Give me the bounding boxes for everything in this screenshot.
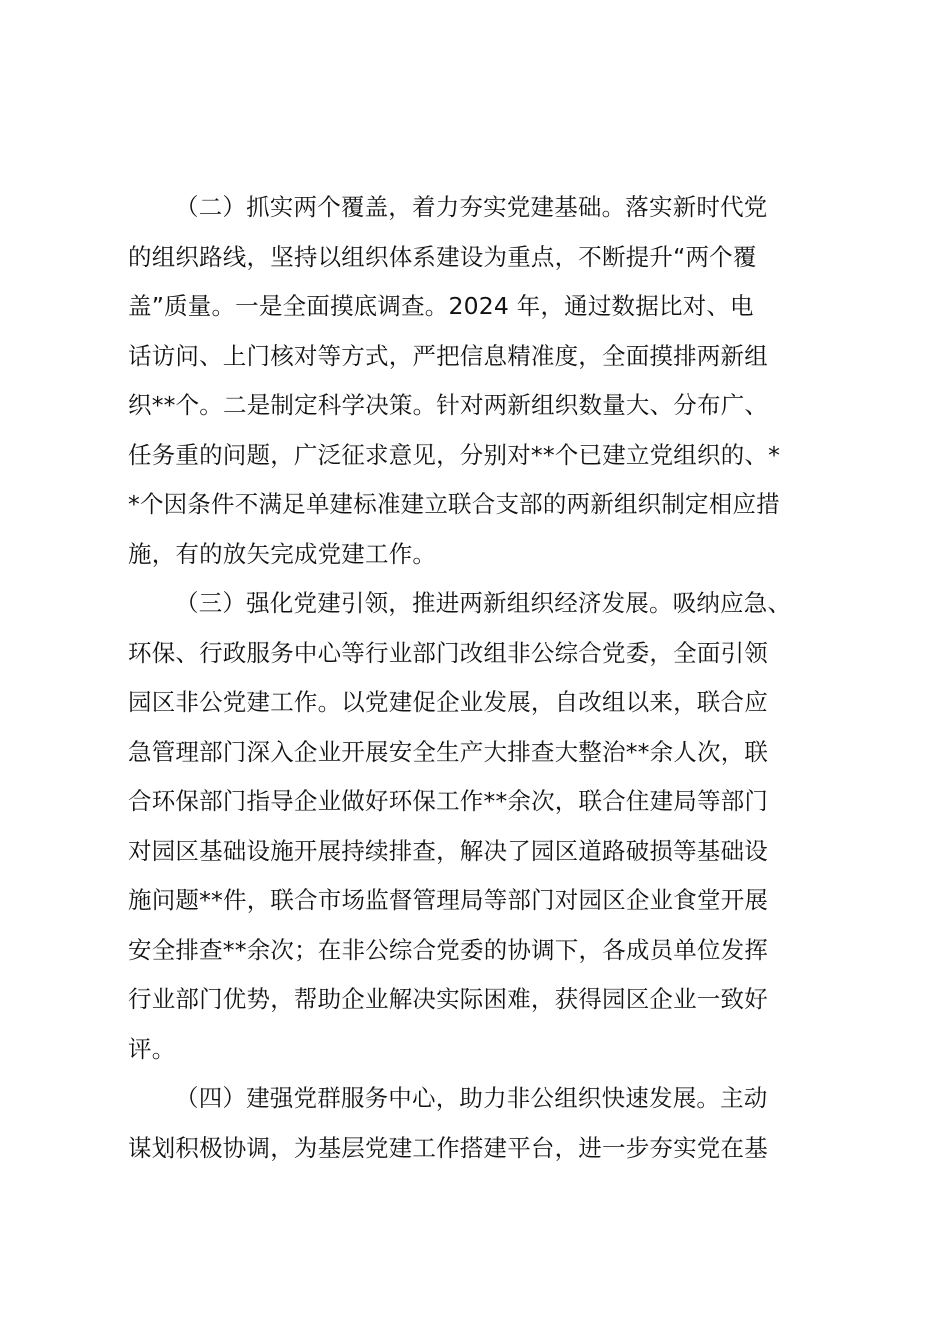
text-line: 环保、行政服务中心等行业部门改组非公综合党委，全面引领 [128, 638, 768, 667]
document-body [128, 183, 838, 1173]
text-line: 织**个。二是制定科学决策。针对两新组织数量大、分布广、 [128, 391, 769, 419]
text-line: （二）抓实两个覆盖，着力夯实党建基础。落实新时代党 [175, 193, 768, 221]
text-line: 评。 [128, 1034, 176, 1063]
text-line: 话访问、上门核对等方式，严把信息精准度，全面摸排两新组 [128, 341, 768, 370]
text-line: （三）强化党建引领，推进两新组织经济发展。吸纳应急、 [175, 589, 792, 617]
text-line: （四）建强党群服务中心，助力非公组织快速发展。主动 [175, 1084, 768, 1112]
text-line: 任务重的问题，广泛征求意见，分别对**个已建立党组织的、* [128, 440, 781, 469]
text-line: 施问题**件，联合市场监督管理局等部门对园区企业食堂开展 [128, 886, 769, 914]
text-line: 盖”质量。一是全面摸底调查。2024 年，通过数据比对、电 [128, 292, 754, 320]
text-line: 施，有的放矢完成党建工作。 [128, 539, 437, 568]
text-line: 园区非公党建工作。以党建促企业发展，自改组以来，联合应 [128, 688, 768, 716]
text-line: 对园区基础设施开展持续排查，解决了园区道路破损等基础设 [128, 836, 768, 865]
text-line: 急管理部门深入企业开展安全生产大排查大整治**余人次，联 [128, 737, 769, 766]
text-line: 行业部门优势，帮助企业解决实际困难，获得园区企业一致好 [128, 985, 768, 1013]
text-line: 合环保部门指导企业做好环保工作**余次，联合住建局等部门 [128, 787, 769, 815]
text-line: 的组织路线，坚持以组织体系建设为重点，不断提升“两个覆 [128, 242, 757, 271]
text-line: 安全排查**余次；在非公综合党委的协调下，各成员单位发挥 [128, 935, 769, 964]
text-line: 谋划积极协调，为基层党建工作搭建平台，进一步夯实党在基 [128, 1133, 768, 1162]
text-line: *个因条件不满足单建标准建立联合支部的两新组织制定相应措 [128, 490, 780, 518]
